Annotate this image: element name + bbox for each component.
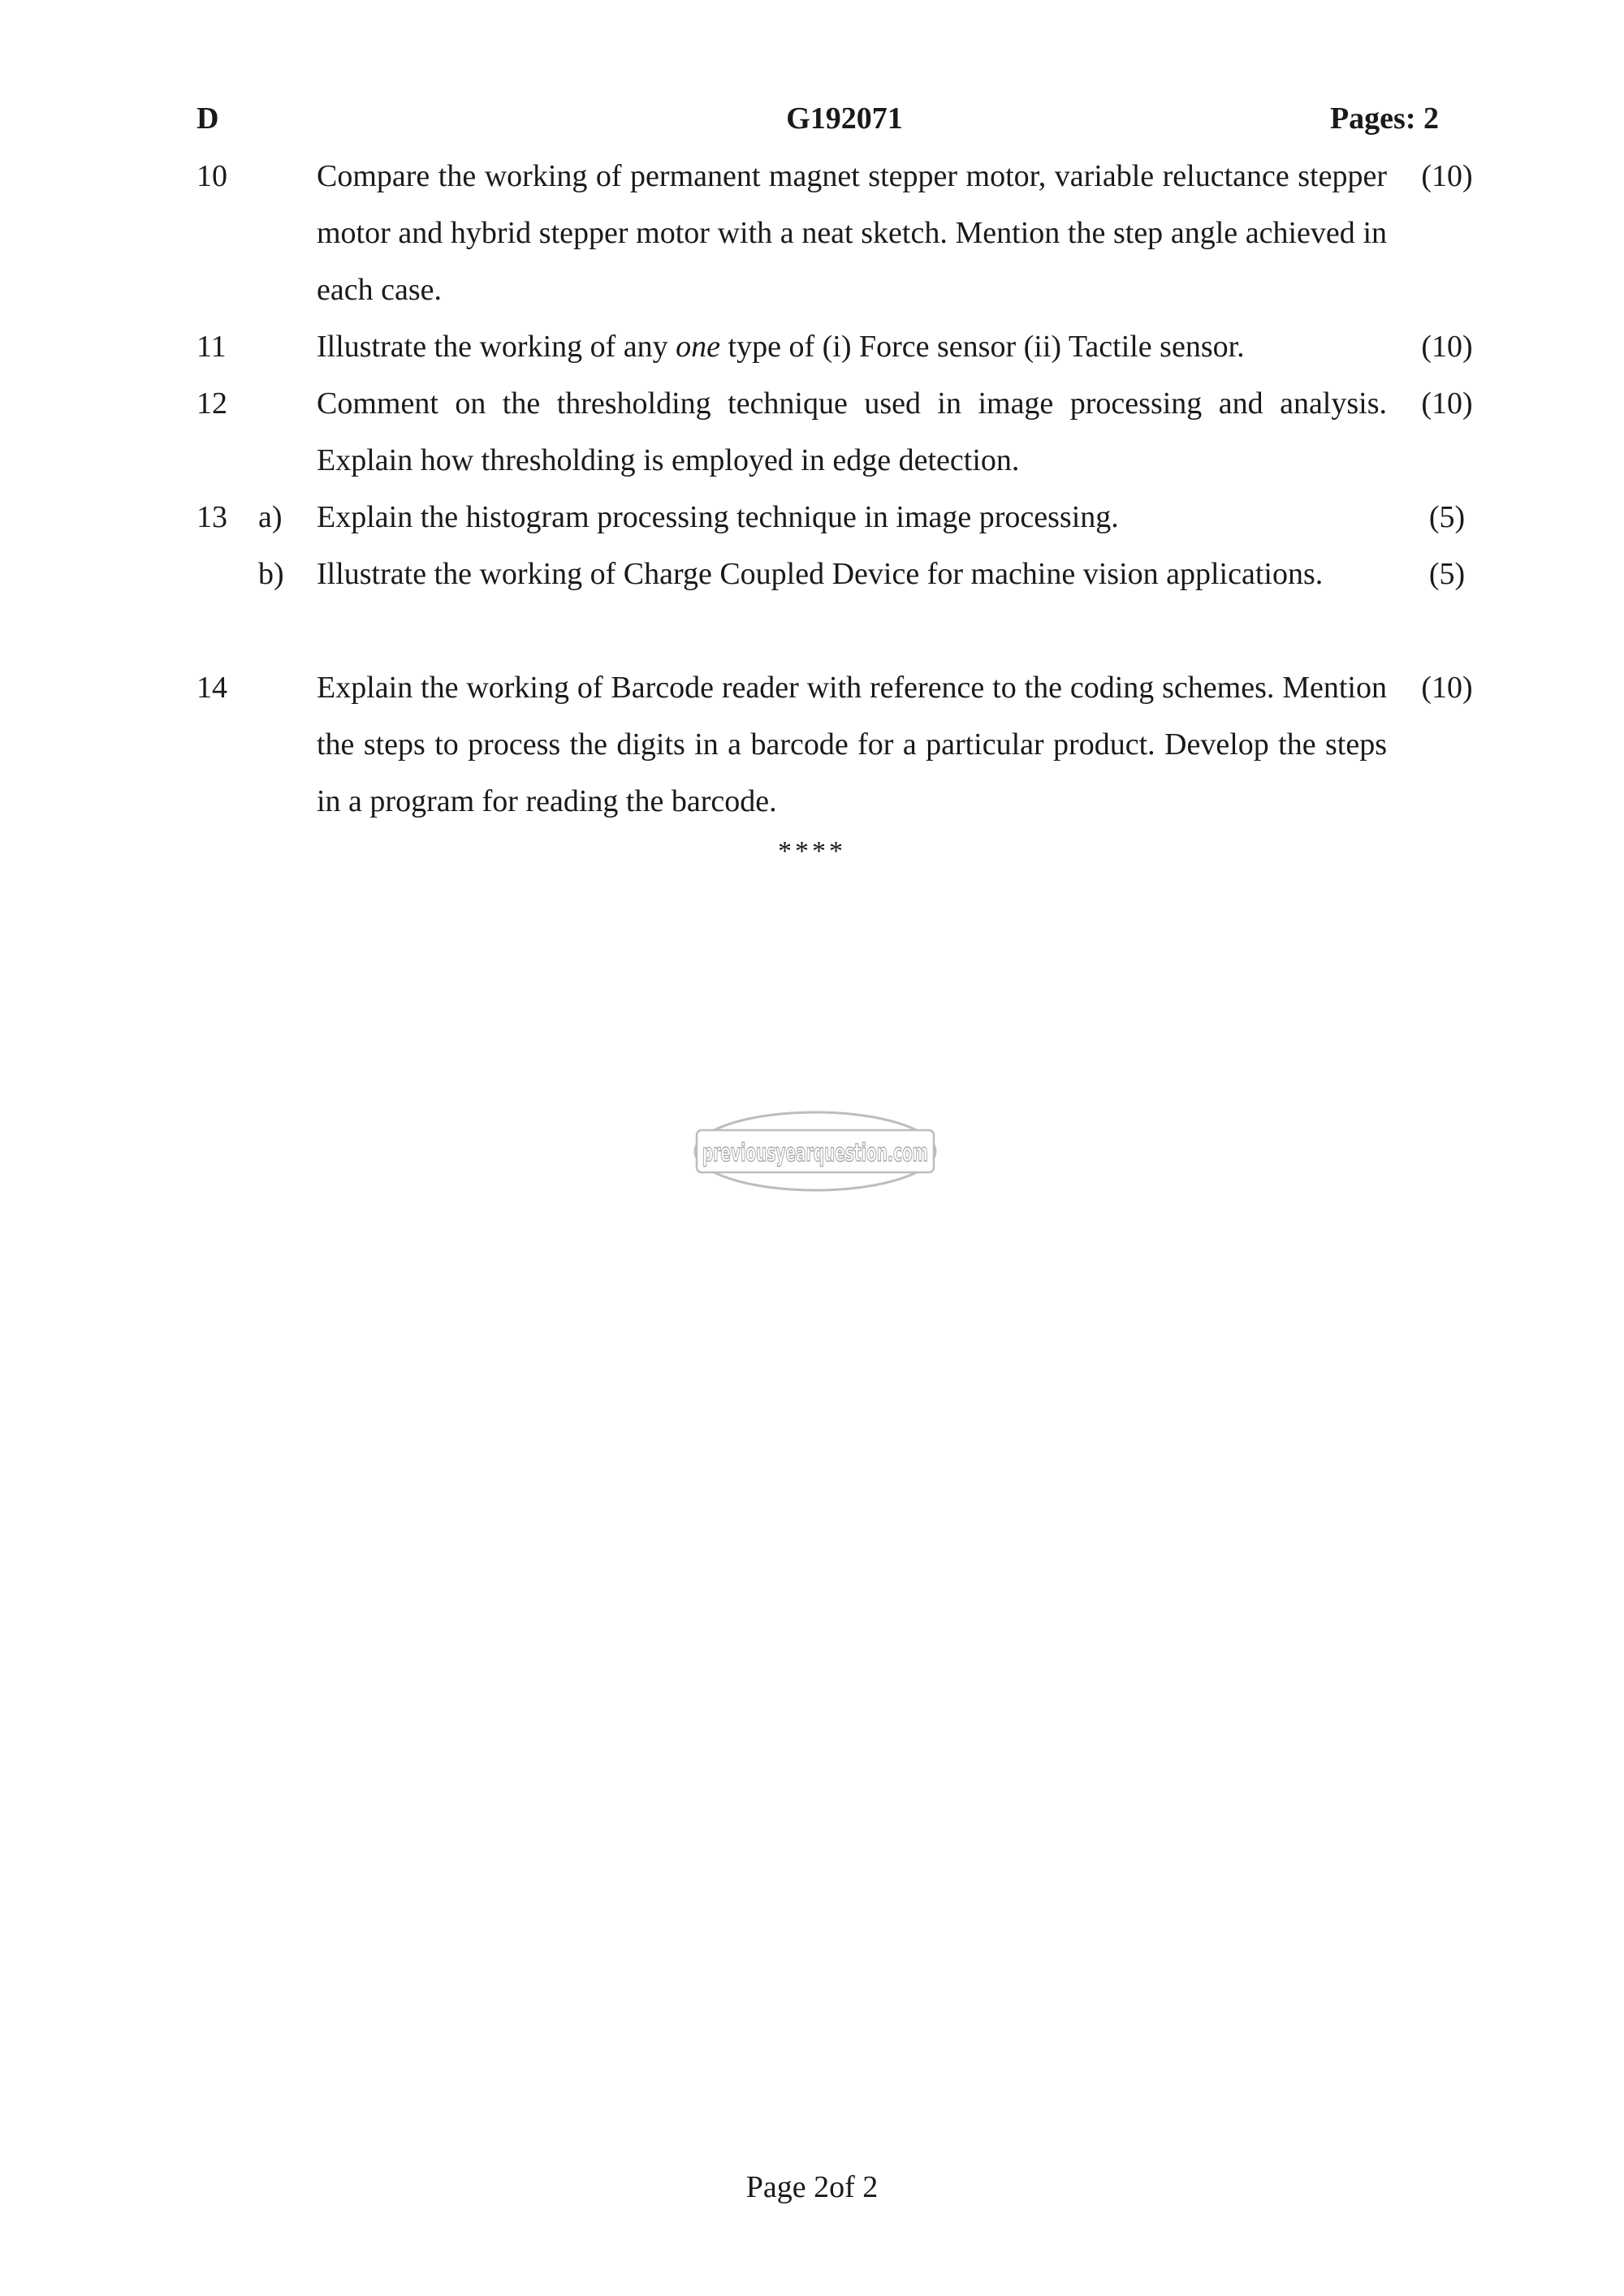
question-text: Explain the histogram processing technique in image processing. — [317, 500, 1119, 534]
header-paper-code: G192071 — [786, 101, 903, 136]
question-marks: (10) — [1421, 159, 1473, 193]
question-number: 12 — [197, 386, 227, 421]
question-marks: (10) — [1421, 330, 1473, 364]
question-text: Comment on the thresholding technique used in image processing and analysis. Explain how thresholding is employed in edge detection. — [317, 386, 1387, 477]
header-series: D — [197, 101, 219, 136]
question-number: 14 — [197, 671, 227, 705]
watermark-logo — [692, 1109, 939, 1193]
question-text: Illustrate the working of Charge Coupled Device for machine vision applications. — [317, 557, 1324, 591]
question-subpart: a) — [258, 500, 283, 534]
question-text: Compare the working of permanent magnet stepper motor, variable reluctance stepper motor and hybrid stepper motor with a neat sketch. Mention the step angle achieved in each case. — [317, 159, 1387, 307]
question-number: 11 — [197, 330, 227, 364]
header-pages: Pages: 2 — [1329, 101, 1439, 136]
question-marks: (5) — [1428, 557, 1466, 591]
end-marker: **** — [778, 836, 846, 866]
question-text-emphasis: one — [676, 330, 721, 364]
question-text: Explain the working of Barcode reader with reference to the coding schemes. Mention the steps to process the digits in a barcode for a particular product. Develop the steps in a program for reading the barcode. — [317, 671, 1387, 818]
page-footer: Page 2of 2 — [745, 2170, 879, 2204]
question-marks: (5) — [1428, 500, 1466, 534]
question-number: 13 — [197, 500, 227, 534]
question-number: 10 — [197, 159, 227, 193]
question-subpart: b) — [258, 557, 284, 591]
question-marks: (10) — [1421, 386, 1473, 421]
question-text-before: Illustrate the working of any — [317, 330, 676, 364]
svg-text:previousyearquestion.com: previousyearquestion.com — [702, 1139, 928, 1167]
question-text — [317, 318, 1387, 375]
question-marks: (10) — [1421, 671, 1473, 705]
question-text-after: type of (i) Force sensor (ii) Tactile sensor. — [720, 330, 1245, 364]
